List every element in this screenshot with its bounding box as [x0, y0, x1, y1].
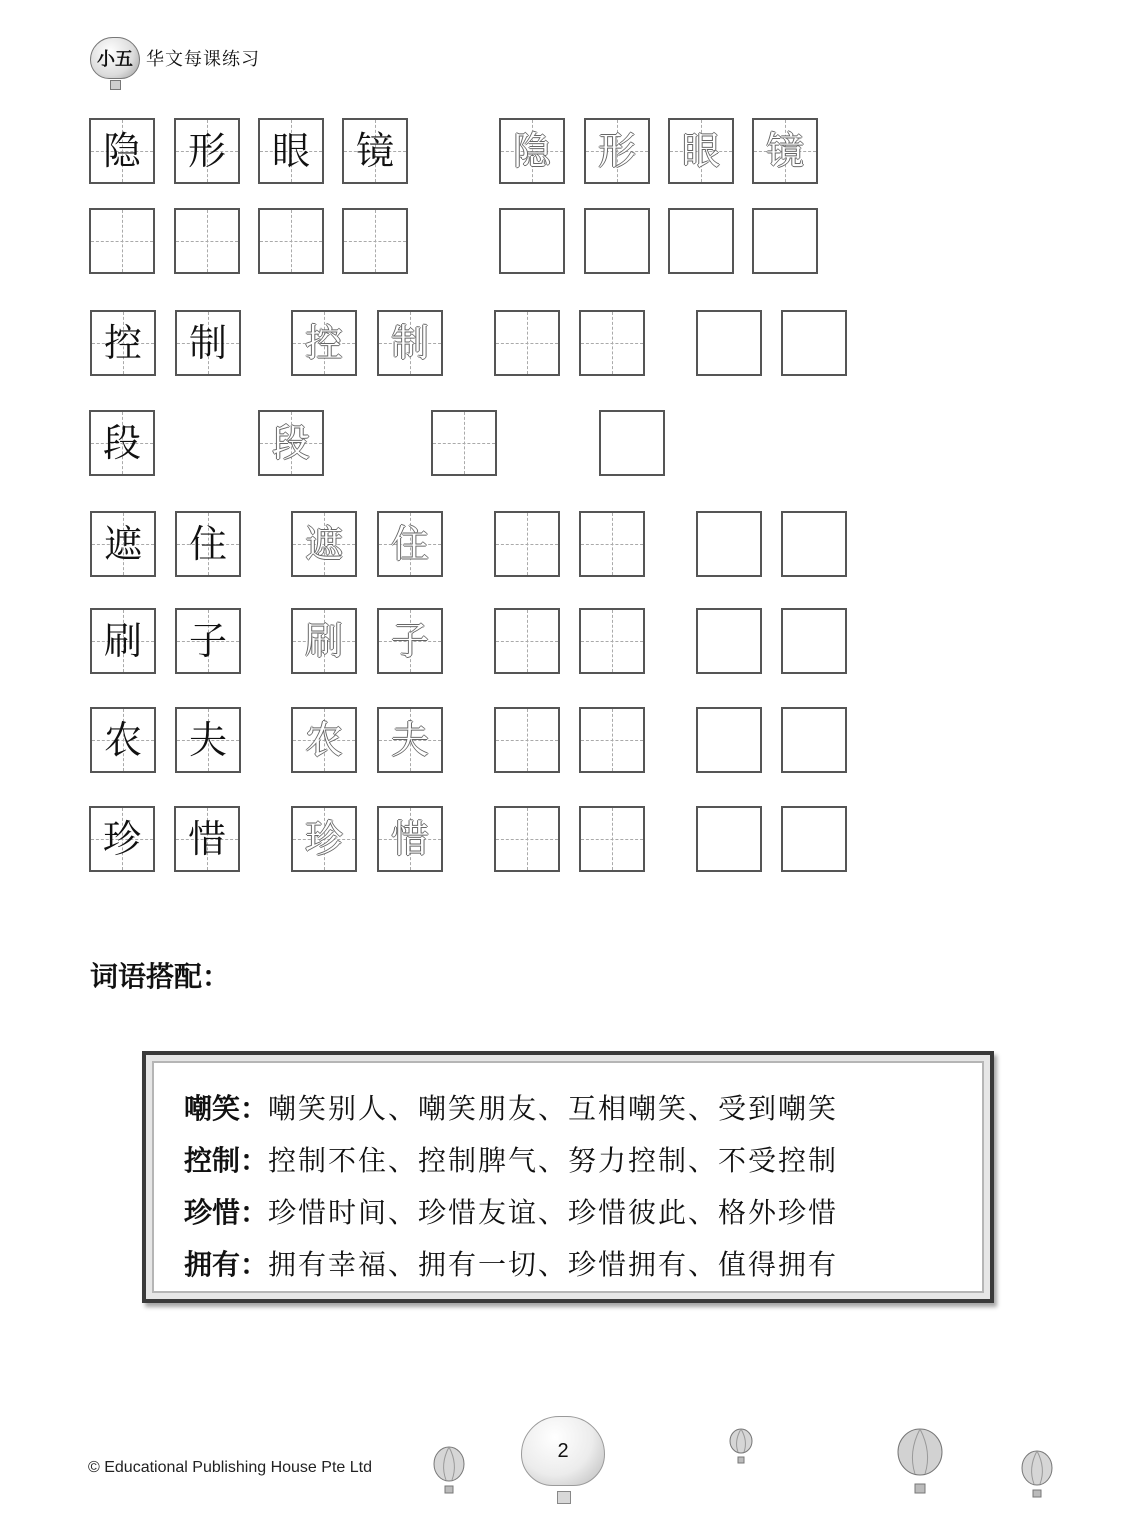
trace-character-cell: [752, 118, 818, 184]
trace-character-cell: [377, 310, 443, 376]
model-character-cell: [90, 707, 156, 773]
trace-character: 段: [271, 421, 310, 465]
collocation-row: [184, 1081, 990, 1133]
model-character: 农: [103, 718, 142, 762]
hot-air-balloon-icon: [432, 1446, 466, 1496]
grade-balloon-badge: [90, 37, 140, 79]
grade-label: 小五: [97, 49, 133, 70]
practice-grid-cell[interactable]: [174, 208, 240, 274]
practice-grid-cell[interactable]: [494, 707, 560, 773]
practice-grid-cell[interactable]: [431, 410, 497, 476]
practice-blank-cell[interactable]: [781, 707, 847, 773]
trace-character: 隐: [512, 129, 551, 173]
model-character-cell: [89, 410, 155, 476]
collocation-key: 嘲笑：: [184, 1092, 269, 1125]
practice-blank-cell[interactable]: [599, 410, 665, 476]
hot-air-balloon-icon: [896, 1428, 944, 1498]
model-character-cell: [175, 511, 241, 577]
trace-character-cell: [377, 608, 443, 674]
model-character-cell: [342, 118, 408, 184]
collocation-value: 嘲笑别人、嘲笑朋友、互相嘲笑、受到嘲笑: [268, 1092, 839, 1125]
model-character-cell: [174, 806, 240, 872]
model-character: 段: [102, 421, 141, 465]
trace-character-cell: [291, 310, 357, 376]
practice-blank-cell[interactable]: [781, 310, 847, 376]
model-character: 珍: [102, 817, 141, 861]
model-character: 刷: [103, 619, 142, 663]
trace-character: 夫: [390, 718, 429, 762]
model-character: 惜: [187, 817, 226, 861]
trace-character: 住: [390, 522, 429, 566]
collocation-key: 控制：: [184, 1144, 269, 1177]
model-character-cell: [89, 806, 155, 872]
practice-blank-cell[interactable]: [781, 511, 847, 577]
collocation-key: 珍惜：: [184, 1196, 269, 1229]
practice-blank-cell[interactable]: [696, 511, 762, 577]
trace-character: 刷: [304, 619, 343, 663]
trace-character-cell: [291, 608, 357, 674]
model-character: 镜: [355, 129, 394, 173]
collocation-box: [142, 1051, 994, 1303]
trace-character-cell: [499, 118, 565, 184]
model-character: 遮: [103, 522, 142, 566]
trace-character: 制: [390, 321, 429, 365]
practice-blank-cell[interactable]: [499, 208, 565, 274]
page-number: 2: [557, 1439, 569, 1462]
practice-blank-cell[interactable]: [696, 310, 762, 376]
trace-character-cell: [377, 511, 443, 577]
trace-character-cell: [258, 410, 324, 476]
practice-grid-cell[interactable]: [494, 608, 560, 674]
model-character: 住: [188, 522, 227, 566]
collocation-value: 珍惜时间、珍惜友谊、珍惜彼此、格外珍惜: [268, 1196, 839, 1229]
model-character-cell: [175, 707, 241, 773]
copyright-notice: © Educational Publishing House Pte Ltd: [88, 1459, 372, 1476]
collocation-value: 控制不住、控制脾气、努力控制、不受控制: [268, 1144, 839, 1177]
trace-character-cell: [291, 806, 357, 872]
practice-grid-cell[interactable]: [258, 208, 324, 274]
trace-character: 遮: [304, 522, 343, 566]
trace-character-cell: [291, 511, 357, 577]
collocation-row: [184, 1237, 990, 1289]
model-character: 眼: [271, 129, 310, 173]
trace-character: 镜: [765, 129, 804, 173]
model-character-cell: [174, 118, 240, 184]
practice-blank-cell[interactable]: [752, 208, 818, 274]
trace-character-cell: [584, 118, 650, 184]
hot-air-balloon-icon: [1020, 1450, 1054, 1500]
model-character: 形: [187, 129, 226, 173]
practice-blank-cell[interactable]: [696, 806, 762, 872]
practice-grid-cell[interactable]: [579, 511, 645, 577]
model-character: 隐: [102, 129, 141, 173]
trace-character-cell: [377, 707, 443, 773]
practice-grid-cell[interactable]: [494, 806, 560, 872]
trace-character: 农: [304, 718, 343, 762]
practice-grid-cell[interactable]: [494, 310, 560, 376]
practice-blank-cell[interactable]: [781, 608, 847, 674]
practice-grid-cell[interactable]: [494, 511, 560, 577]
practice-grid-cell[interactable]: [89, 208, 155, 274]
practice-grid-cell[interactable]: [579, 707, 645, 773]
model-character-cell: [90, 608, 156, 674]
trace-character: 眼: [681, 129, 720, 173]
collocation-key: 拥有：: [184, 1248, 269, 1281]
model-character-cell: [89, 118, 155, 184]
model-character: 制: [188, 321, 227, 365]
page-number-balloon: [521, 1416, 605, 1486]
model-character: 子: [188, 619, 227, 663]
practice-grid-cell[interactable]: [579, 806, 645, 872]
practice-grid-cell[interactable]: [342, 208, 408, 274]
collocation-row: [184, 1133, 990, 1185]
collocation-title: 词语搭配：: [90, 960, 231, 993]
model-character-cell: [90, 310, 156, 376]
practice-grid-cell[interactable]: [579, 608, 645, 674]
practice-blank-cell[interactable]: [696, 608, 762, 674]
trace-character: 惜: [390, 817, 429, 861]
practice-blank-cell[interactable]: [696, 707, 762, 773]
model-character: 控: [103, 321, 142, 365]
model-character-cell: [175, 608, 241, 674]
trace-character-cell: [377, 806, 443, 872]
series-title: 华文每课练习: [146, 49, 260, 70]
model-character: 夫: [188, 718, 227, 762]
practice-blank-cell[interactable]: [781, 806, 847, 872]
model-character-cell: [90, 511, 156, 577]
trace-character-cell: [668, 118, 734, 184]
header: [90, 38, 260, 78]
model-character-cell: [175, 310, 241, 376]
collocation-row: [184, 1185, 990, 1237]
model-character-cell: [258, 118, 324, 184]
trace-character: 控: [304, 321, 343, 365]
trace-character: 形: [597, 129, 636, 173]
trace-character: 子: [390, 619, 429, 663]
trace-character-cell: [291, 707, 357, 773]
collocation-value: 拥有幸福、拥有一切、珍惜拥有、值得拥有: [268, 1248, 839, 1281]
practice-blank-cell[interactable]: [584, 208, 650, 274]
practice-grid-cell[interactable]: [579, 310, 645, 376]
practice-blank-cell[interactable]: [668, 208, 734, 274]
trace-character: 珍: [304, 817, 343, 861]
balloon-basket: [557, 1491, 571, 1504]
hot-air-balloon-icon: [728, 1428, 754, 1466]
